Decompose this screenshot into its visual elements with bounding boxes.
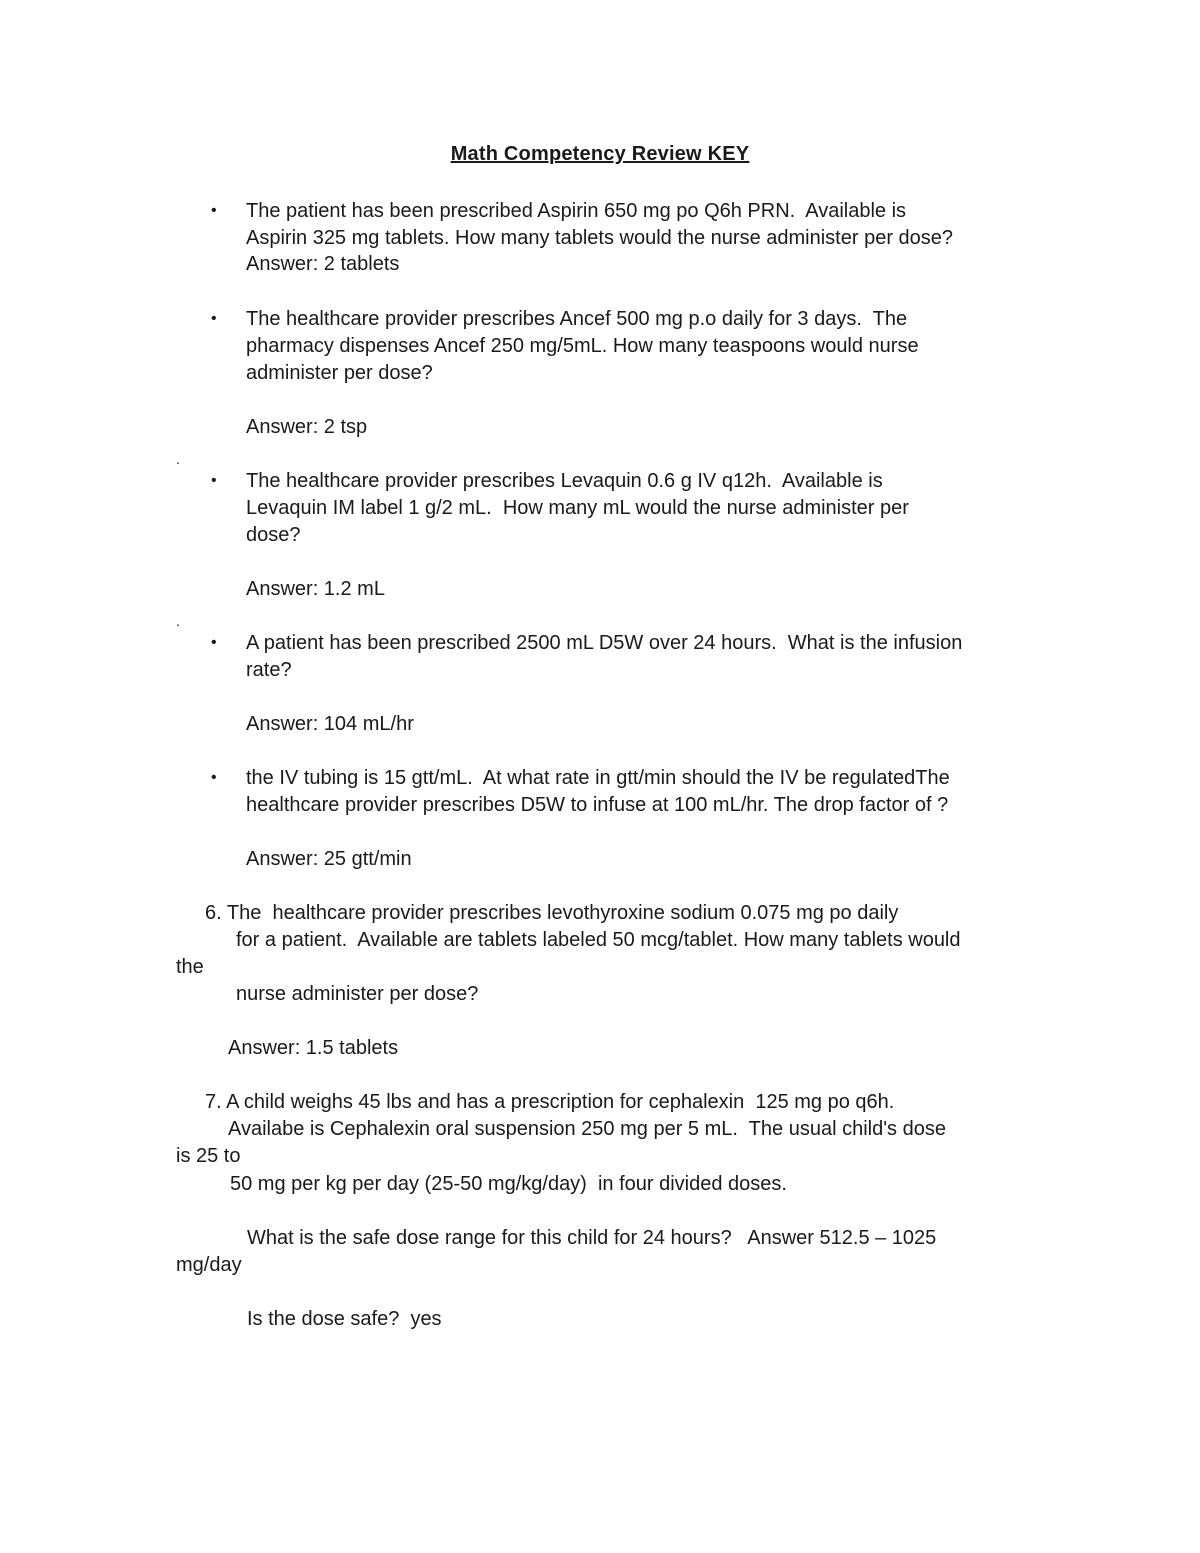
bullet-icon: • bbox=[211, 769, 217, 786]
q6-line-2: for a patient. Available are tablets labeled 50 mcg/tablet. How many tablets would bbox=[236, 929, 961, 951]
q6-line-4: nurse administer per dose? bbox=[236, 983, 479, 1005]
q3-line-1: The healthcare provider prescribes Levaquin 0.6 g IV q12h. Available is bbox=[246, 470, 883, 492]
page-title: Math Competency Review KEY bbox=[450, 143, 750, 165]
q7-line-3: is 25 to bbox=[176, 1145, 241, 1167]
bullet-icon: • bbox=[211, 634, 217, 651]
bullet-icon: • bbox=[211, 310, 217, 327]
q6-line-3: the bbox=[176, 956, 204, 978]
q1-line-1: The patient has been prescribed Aspirin 650 mg po Q6h PRN. Available is bbox=[246, 200, 907, 222]
q5-line-1: the IV tubing is 15 gtt/mL. At what rate in gtt/min should the IV be regulatedThe bbox=[246, 767, 950, 789]
q3-line-2: Levaquin IM label 1 g/2 mL. How many mL would the nurse administer per bbox=[246, 497, 909, 519]
q6-line-1: 6. The healthcare provider prescribes levothyroxine sodium 0.075 mg po daily bbox=[205, 902, 899, 924]
q6-answer: Answer: 1.5 tablets bbox=[228, 1037, 399, 1059]
stray-dot: . bbox=[176, 451, 180, 467]
q7-line-2: Availabe is Cephalexin oral suspension 250 mg per 5 mL. The usual child's dose bbox=[228, 1118, 946, 1140]
q4-line-2: rate? bbox=[246, 659, 292, 681]
bullet-icon: • bbox=[211, 202, 217, 219]
q4-line-1: A patient has been prescribed 2500 mL D5W over 24 hours. What is the infusion bbox=[246, 632, 963, 654]
q7-line-4: 50 mg per kg per day (25-50 mg/kg/day) in four divided doses. bbox=[230, 1173, 787, 1195]
q5-line-2: healthcare provider prescribes D5W to infuse at 100 mL/hr. The drop factor of ? bbox=[246, 794, 949, 816]
q1-answer: Answer: 2 tablets bbox=[246, 253, 400, 275]
q5-answer: Answer: 25 gtt/min bbox=[246, 848, 412, 870]
q3-answer: Answer: 1.2 mL bbox=[246, 578, 385, 600]
q1-line-2: Aspirin 325 mg tablets. How many tablets would the nurse administer per dose? bbox=[246, 227, 954, 249]
q2-line-1: The healthcare provider prescribes Ancef 500 mg p.o daily for 3 days. The bbox=[246, 308, 908, 330]
q2-line-3: administer per dose? bbox=[246, 362, 433, 384]
q2-answer: Answer: 2 tsp bbox=[246, 416, 368, 438]
q7-dose-safe-question: Is the dose safe? yes bbox=[247, 1308, 442, 1330]
bullet-icon: • bbox=[211, 472, 217, 489]
q7-line-1: 7. A child weighs 45 lbs and has a prescription for cephalexin 125 mg po q6h. bbox=[205, 1091, 895, 1113]
q7-safe-range-question: What is the safe dose range for this child for 24 hours? Answer 512.5 – 1025 bbox=[247, 1227, 937, 1249]
q3-line-3: dose? bbox=[246, 524, 301, 546]
q2-line-2: pharmacy dispenses Ancef 250 mg/5mL. How many teaspoons would nurse bbox=[246, 335, 919, 357]
stray-dot: . bbox=[176, 613, 180, 629]
q7-safe-range-wrap: mg/day bbox=[176, 1254, 242, 1276]
q4-answer: Answer: 104 mL/hr bbox=[246, 713, 414, 735]
